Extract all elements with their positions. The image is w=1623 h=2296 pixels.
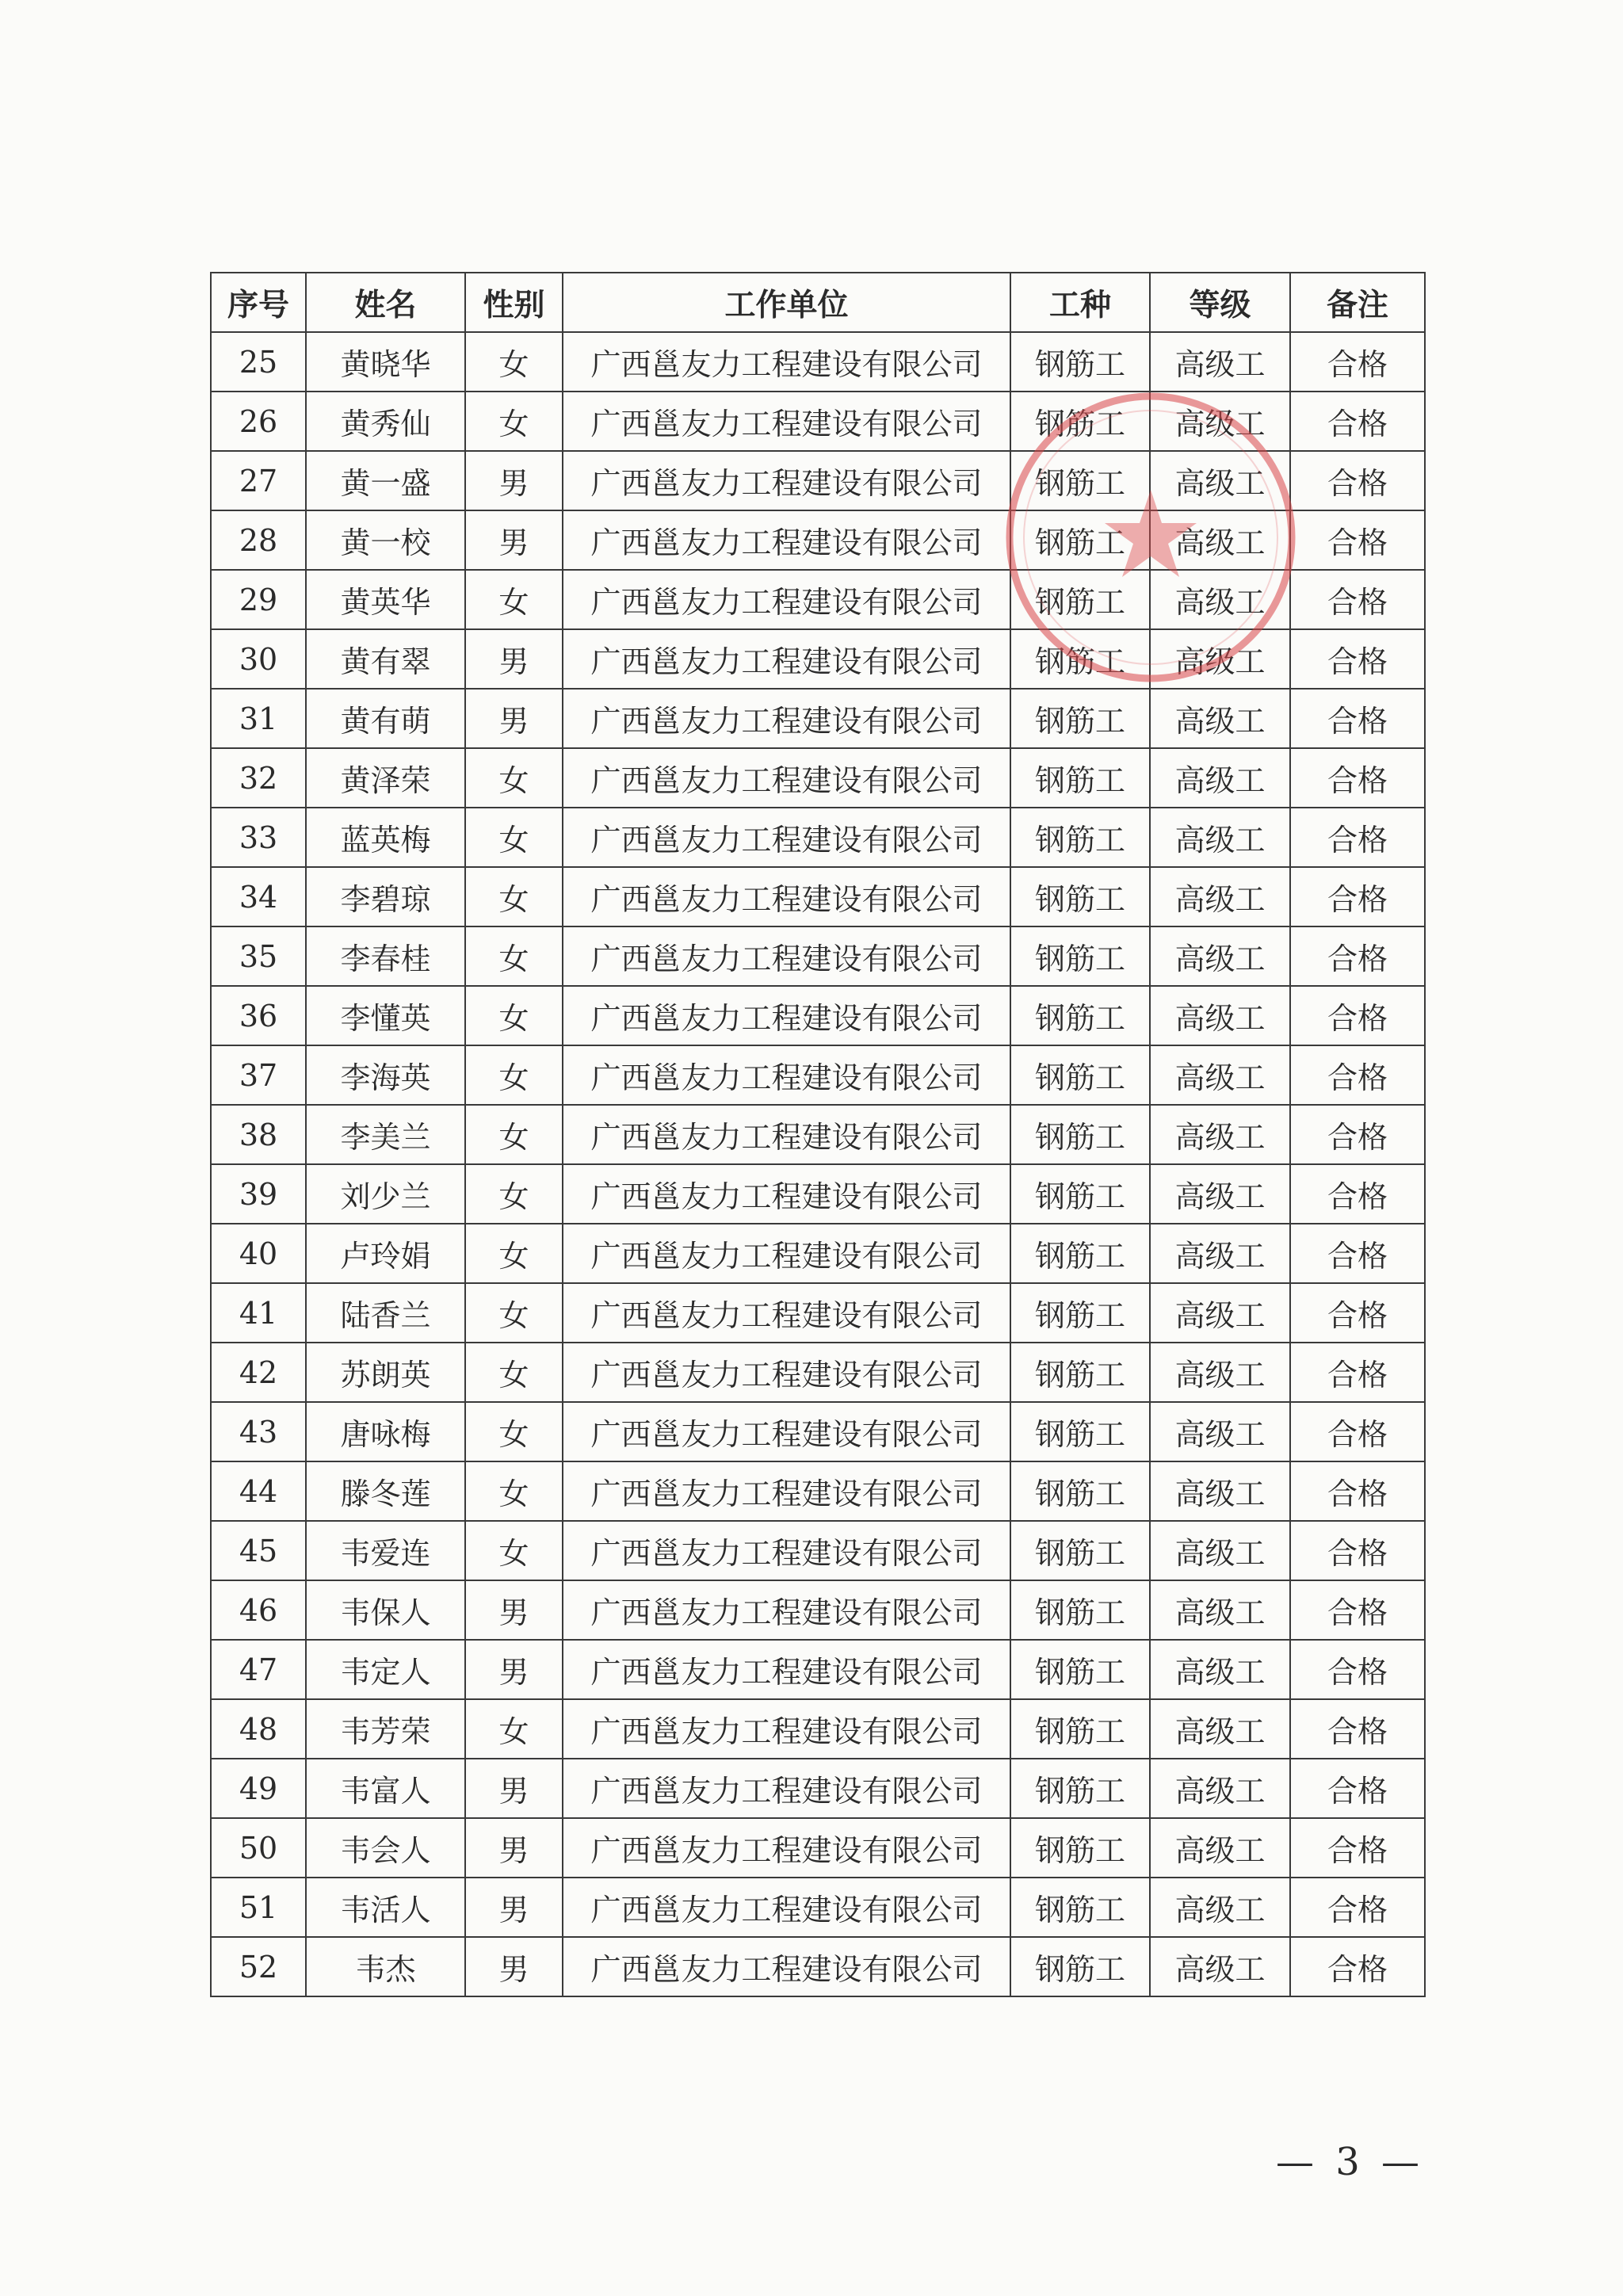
cell-trade: 钢筋工 <box>1010 1105 1150 1164</box>
table-row <box>211 1699 1425 1759</box>
cell-employer: 广西邕友力工程建设有限公司 <box>563 689 1010 748</box>
cell-employer: 广西邕友力工程建设有限公司 <box>563 1759 1010 1818</box>
cell-name: 刘少兰 <box>306 1164 465 1224</box>
cell-remark: 合格 <box>1290 1699 1425 1759</box>
cell-serial: 32 <box>211 748 306 808</box>
cell-serial: 31 <box>211 689 306 748</box>
cell-remark: 合格 <box>1290 1640 1425 1699</box>
cell-trade: 钢筋工 <box>1010 1402 1150 1461</box>
cell-level: 高级工 <box>1150 1818 1290 1878</box>
table-row <box>211 926 1425 986</box>
cell-name: 李懂英 <box>306 986 465 1045</box>
cell-name: 黄有萌 <box>306 689 465 748</box>
cell-serial: 34 <box>211 867 306 926</box>
cell-serial: 50 <box>211 1818 306 1878</box>
cell-remark: 合格 <box>1290 1521 1425 1580</box>
roster-body <box>211 332 1425 1996</box>
cell-employer: 广西邕友力工程建设有限公司 <box>563 1521 1010 1580</box>
cell-gender: 男 <box>465 451 563 510</box>
table-row <box>211 451 1425 510</box>
cell-trade: 钢筋工 <box>1010 1818 1150 1878</box>
cell-remark: 合格 <box>1290 629 1425 689</box>
cell-employer: 广西邕友力工程建设有限公司 <box>563 926 1010 986</box>
cell-trade: 钢筋工 <box>1010 1461 1150 1521</box>
table-row <box>211 1283 1425 1343</box>
cell-gender: 女 <box>465 1224 563 1283</box>
header-remark: 备注 <box>1290 273 1425 332</box>
cell-name: 苏朗英 <box>306 1343 465 1402</box>
cell-name: 黄泽荣 <box>306 748 465 808</box>
cell-serial: 48 <box>211 1699 306 1759</box>
cell-employer: 广西邕友力工程建设有限公司 <box>563 1402 1010 1461</box>
cell-remark: 合格 <box>1290 1461 1425 1521</box>
cell-serial: 46 <box>211 1580 306 1640</box>
cell-level: 高级工 <box>1150 808 1290 867</box>
cell-trade: 钢筋工 <box>1010 986 1150 1045</box>
cell-employer: 广西邕友力工程建设有限公司 <box>563 1640 1010 1699</box>
cell-trade: 钢筋工 <box>1010 1640 1150 1699</box>
cell-name: 李美兰 <box>306 1105 465 1164</box>
cell-trade: 钢筋工 <box>1010 1580 1150 1640</box>
cell-remark: 合格 <box>1290 1580 1425 1640</box>
cell-remark: 合格 <box>1290 510 1425 570</box>
cell-serial: 47 <box>211 1640 306 1699</box>
cell-level: 高级工 <box>1150 1045 1290 1105</box>
cell-remark: 合格 <box>1290 1818 1425 1878</box>
table-row <box>211 1818 1425 1878</box>
table-row <box>211 1759 1425 1818</box>
cell-remark: 合格 <box>1290 451 1425 510</box>
cell-trade: 钢筋工 <box>1010 1283 1150 1343</box>
cell-remark: 合格 <box>1290 1105 1425 1164</box>
table-row <box>211 392 1425 451</box>
cell-remark: 合格 <box>1290 1283 1425 1343</box>
cell-employer: 广西邕友力工程建设有限公司 <box>563 451 1010 510</box>
cell-level: 高级工 <box>1150 451 1290 510</box>
cell-remark: 合格 <box>1290 570 1425 629</box>
cell-level: 高级工 <box>1150 629 1290 689</box>
cell-gender: 男 <box>465 689 563 748</box>
table-row <box>211 867 1425 926</box>
table-row <box>211 1878 1425 1937</box>
cell-serial: 37 <box>211 1045 306 1105</box>
header-level: 等级 <box>1150 273 1290 332</box>
cell-gender: 女 <box>465 1343 563 1402</box>
cell-trade: 钢筋工 <box>1010 1521 1150 1580</box>
cell-gender: 男 <box>465 1937 563 1996</box>
cell-gender: 男 <box>465 1818 563 1878</box>
cell-serial: 29 <box>211 570 306 629</box>
cell-gender: 女 <box>465 748 563 808</box>
cell-gender: 女 <box>465 570 563 629</box>
cell-employer: 广西邕友力工程建设有限公司 <box>563 1045 1010 1105</box>
cell-remark: 合格 <box>1290 1164 1425 1224</box>
cell-employer: 广西邕友力工程建设有限公司 <box>563 1224 1010 1283</box>
cell-employer: 广西邕友力工程建设有限公司 <box>563 1818 1010 1878</box>
table-row <box>211 1224 1425 1283</box>
header-serial: 序号 <box>211 273 306 332</box>
cell-remark: 合格 <box>1290 1343 1425 1402</box>
table-row <box>211 748 1425 808</box>
cell-name: 滕冬莲 <box>306 1461 465 1521</box>
cell-employer: 广西邕友力工程建设有限公司 <box>563 1580 1010 1640</box>
page-number: — 3 — <box>1276 2140 1425 2184</box>
cell-remark: 合格 <box>1290 689 1425 748</box>
cell-serial: 44 <box>211 1461 306 1521</box>
cell-name: 韦活人 <box>306 1878 465 1937</box>
cell-serial: 30 <box>211 629 306 689</box>
cell-name: 李碧琼 <box>306 867 465 926</box>
cell-employer: 广西邕友力工程建设有限公司 <box>563 1878 1010 1937</box>
table-row <box>211 1343 1425 1402</box>
cell-serial: 49 <box>211 1759 306 1818</box>
cell-level: 高级工 <box>1150 1164 1290 1224</box>
cell-remark: 合格 <box>1290 986 1425 1045</box>
table-row <box>211 1937 1425 1996</box>
cell-name: 韦富人 <box>306 1759 465 1818</box>
cell-name: 韦芳荣 <box>306 1699 465 1759</box>
cell-trade: 钢筋工 <box>1010 1045 1150 1105</box>
cell-level: 高级工 <box>1150 1105 1290 1164</box>
table-row <box>211 332 1425 392</box>
cell-level: 高级工 <box>1150 1878 1290 1937</box>
cell-name: 李春桂 <box>306 926 465 986</box>
cell-name: 卢玲娟 <box>306 1224 465 1283</box>
cell-employer: 广西邕友力工程建设有限公司 <box>563 570 1010 629</box>
cell-trade: 钢筋工 <box>1010 1343 1150 1402</box>
cell-level: 高级工 <box>1150 1580 1290 1640</box>
table-row <box>211 1461 1425 1521</box>
cell-gender: 女 <box>465 332 563 392</box>
cell-employer: 广西邕友力工程建设有限公司 <box>563 1105 1010 1164</box>
roster-table <box>210 272 1426 1997</box>
cell-serial: 26 <box>211 392 306 451</box>
cell-employer: 广西邕友力工程建设有限公司 <box>563 867 1010 926</box>
cell-serial: 28 <box>211 510 306 570</box>
cell-name: 韦保人 <box>306 1580 465 1640</box>
cell-trade: 钢筋工 <box>1010 451 1150 510</box>
cell-name: 黄有翠 <box>306 629 465 689</box>
cell-gender: 男 <box>465 1878 563 1937</box>
cell-employer: 广西邕友力工程建设有限公司 <box>563 1937 1010 1996</box>
cell-serial: 33 <box>211 808 306 867</box>
cell-name: 黄一校 <box>306 510 465 570</box>
cell-remark: 合格 <box>1290 1402 1425 1461</box>
cell-name: 韦定人 <box>306 1640 465 1699</box>
cell-serial: 35 <box>211 926 306 986</box>
cell-remark: 合格 <box>1290 926 1425 986</box>
cell-gender: 男 <box>465 1759 563 1818</box>
cell-trade: 钢筋工 <box>1010 808 1150 867</box>
cell-level: 高级工 <box>1150 332 1290 392</box>
cell-gender: 女 <box>465 1283 563 1343</box>
cell-serial: 40 <box>211 1224 306 1283</box>
cell-name: 黄一盛 <box>306 451 465 510</box>
cell-level: 高级工 <box>1150 510 1290 570</box>
cell-trade: 钢筋工 <box>1010 1699 1150 1759</box>
cell-serial: 25 <box>211 332 306 392</box>
table-row <box>211 510 1425 570</box>
cell-serial: 36 <box>211 986 306 1045</box>
cell-gender: 男 <box>465 629 563 689</box>
cell-level: 高级工 <box>1150 1699 1290 1759</box>
cell-name: 韦杰 <box>306 1937 465 1996</box>
cell-remark: 合格 <box>1290 1224 1425 1283</box>
cell-employer: 广西邕友力工程建设有限公司 <box>563 392 1010 451</box>
cell-remark: 合格 <box>1290 867 1425 926</box>
cell-employer: 广西邕友力工程建设有限公司 <box>563 629 1010 689</box>
cell-trade: 钢筋工 <box>1010 1759 1150 1818</box>
cell-trade: 钢筋工 <box>1010 1937 1150 1996</box>
cell-level: 高级工 <box>1150 689 1290 748</box>
table-row <box>211 1640 1425 1699</box>
cell-gender: 女 <box>465 392 563 451</box>
cell-serial: 51 <box>211 1878 306 1937</box>
table-row <box>211 570 1425 629</box>
cell-trade: 钢筋工 <box>1010 689 1150 748</box>
cell-employer: 广西邕友力工程建设有限公司 <box>563 748 1010 808</box>
cell-trade: 钢筋工 <box>1010 1878 1150 1937</box>
cell-gender: 女 <box>465 867 563 926</box>
cell-remark: 合格 <box>1290 1759 1425 1818</box>
cell-employer: 广西邕友力工程建设有限公司 <box>563 1461 1010 1521</box>
cell-employer: 广西邕友力工程建设有限公司 <box>563 986 1010 1045</box>
table-row <box>211 1580 1425 1640</box>
cell-trade: 钢筋工 <box>1010 748 1150 808</box>
cell-remark: 合格 <box>1290 1878 1425 1937</box>
cell-employer: 广西邕友力工程建设有限公司 <box>563 1283 1010 1343</box>
table-row <box>211 1105 1425 1164</box>
table-row <box>211 689 1425 748</box>
cell-level: 高级工 <box>1150 926 1290 986</box>
cell-level: 高级工 <box>1150 986 1290 1045</box>
header-trade: 工种 <box>1010 273 1150 332</box>
cell-serial: 45 <box>211 1521 306 1580</box>
cell-trade: 钢筋工 <box>1010 1224 1150 1283</box>
cell-employer: 广西邕友力工程建设有限公司 <box>563 1699 1010 1759</box>
cell-trade: 钢筋工 <box>1010 1164 1150 1224</box>
cell-remark: 合格 <box>1290 748 1425 808</box>
cell-gender: 女 <box>465 1461 563 1521</box>
cell-trade: 钢筋工 <box>1010 510 1150 570</box>
table-row <box>211 808 1425 867</box>
cell-level: 高级工 <box>1150 570 1290 629</box>
cell-level: 高级工 <box>1150 1224 1290 1283</box>
table-header-row <box>211 273 1425 332</box>
cell-serial: 43 <box>211 1402 306 1461</box>
cell-gender: 女 <box>465 1045 563 1105</box>
cell-gender: 女 <box>465 1402 563 1461</box>
cell-name: 黄晓华 <box>306 332 465 392</box>
table-row <box>211 1402 1425 1461</box>
cell-level: 高级工 <box>1150 1343 1290 1402</box>
cell-serial: 27 <box>211 451 306 510</box>
cell-trade: 钢筋工 <box>1010 867 1150 926</box>
cell-remark: 合格 <box>1290 332 1425 392</box>
cell-trade: 钢筋工 <box>1010 926 1150 986</box>
cell-level: 高级工 <box>1150 1759 1290 1818</box>
cell-remark: 合格 <box>1290 1937 1425 1996</box>
cell-gender: 男 <box>465 510 563 570</box>
cell-level: 高级工 <box>1150 1402 1290 1461</box>
cell-level: 高级工 <box>1150 867 1290 926</box>
cell-gender: 女 <box>465 926 563 986</box>
cell-employer: 广西邕友力工程建设有限公司 <box>563 1343 1010 1402</box>
header-gender: 性别 <box>465 273 563 332</box>
cell-gender: 男 <box>465 1640 563 1699</box>
table-row <box>211 1521 1425 1580</box>
table-row <box>211 1164 1425 1224</box>
table-row <box>211 629 1425 689</box>
cell-serial: 38 <box>211 1105 306 1164</box>
cell-level: 高级工 <box>1150 1283 1290 1343</box>
cell-name: 韦会人 <box>306 1818 465 1878</box>
cell-level: 高级工 <box>1150 1461 1290 1521</box>
cell-trade: 钢筋工 <box>1010 570 1150 629</box>
cell-gender: 女 <box>465 986 563 1045</box>
cell-name: 蓝英梅 <box>306 808 465 867</box>
cell-name: 李海英 <box>306 1045 465 1105</box>
cell-remark: 合格 <box>1290 1045 1425 1105</box>
cell-employer: 广西邕友力工程建设有限公司 <box>563 808 1010 867</box>
header-employer: 工作单位 <box>563 273 1010 332</box>
cell-name: 唐咏梅 <box>306 1402 465 1461</box>
cell-employer: 广西邕友力工程建设有限公司 <box>563 510 1010 570</box>
cell-serial: 41 <box>211 1283 306 1343</box>
cell-serial: 42 <box>211 1343 306 1402</box>
header-name: 姓名 <box>306 273 465 332</box>
cell-gender: 女 <box>465 808 563 867</box>
cell-gender: 女 <box>465 1521 563 1580</box>
cell-trade: 钢筋工 <box>1010 332 1150 392</box>
cell-level: 高级工 <box>1150 1521 1290 1580</box>
cell-name: 黄秀仙 <box>306 392 465 451</box>
cell-level: 高级工 <box>1150 392 1290 451</box>
cell-level: 高级工 <box>1150 1640 1290 1699</box>
cell-remark: 合格 <box>1290 392 1425 451</box>
cell-name: 黄英华 <box>306 570 465 629</box>
cell-gender: 女 <box>465 1699 563 1759</box>
cell-trade: 钢筋工 <box>1010 629 1150 689</box>
cell-employer: 广西邕友力工程建设有限公司 <box>563 1164 1010 1224</box>
cell-level: 高级工 <box>1150 748 1290 808</box>
cell-name: 陆香兰 <box>306 1283 465 1343</box>
cell-serial: 52 <box>211 1937 306 1996</box>
cell-employer: 广西邕友力工程建设有限公司 <box>563 332 1010 392</box>
cell-remark: 合格 <box>1290 808 1425 867</box>
cell-name: 韦爱连 <box>306 1521 465 1580</box>
cell-gender: 女 <box>465 1164 563 1224</box>
table-row <box>211 1045 1425 1105</box>
cell-gender: 女 <box>465 1105 563 1164</box>
cell-trade: 钢筋工 <box>1010 392 1150 451</box>
cell-gender: 男 <box>465 1580 563 1640</box>
table-row <box>211 986 1425 1045</box>
cell-level: 高级工 <box>1150 1937 1290 1996</box>
cell-serial: 39 <box>211 1164 306 1224</box>
